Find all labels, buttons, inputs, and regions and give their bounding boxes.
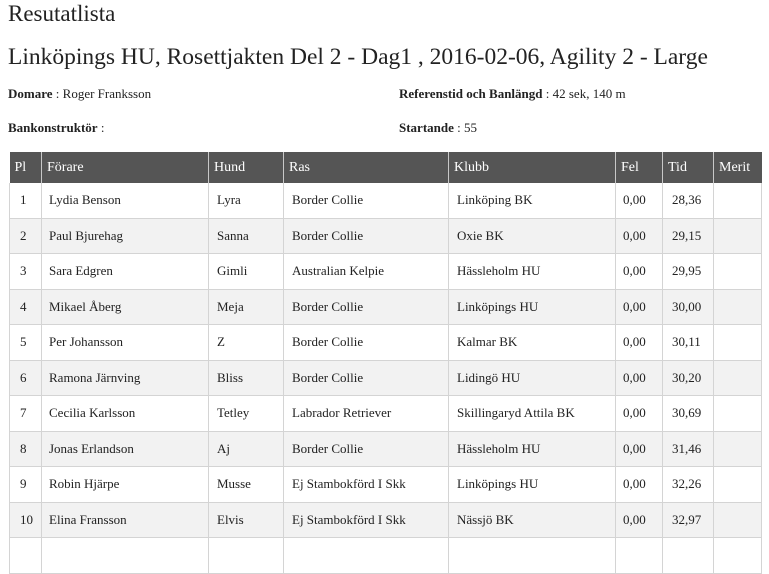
cell-forare: Cecilia Karlsson <box>42 396 209 432</box>
cell-tid <box>663 538 714 574</box>
cell-merit <box>714 254 762 290</box>
cell-tid: 30,11 <box>663 325 714 361</box>
cell-klubb: Skillingaryd Attila BK <box>449 396 616 432</box>
cell-tid: 29,15 <box>663 218 714 254</box>
table-row <box>10 360 762 396</box>
cell-tid: 30,69 <box>663 396 714 432</box>
cell-ras: Border Collie <box>284 218 449 254</box>
cell-fel: 0,00 <box>616 289 663 325</box>
cell-pl <box>10 538 42 574</box>
cell-forare: Ramona Järnving <box>42 360 209 396</box>
starters-value: : 55 <box>453 120 478 135</box>
cell-forare: Robin Hjärpe <box>42 467 209 503</box>
cell-klubb <box>449 538 616 574</box>
cell-pl: 9 <box>10 467 42 503</box>
cell-pl: 6 <box>10 360 42 396</box>
table-row <box>10 502 762 538</box>
cell-tid: 29,95 <box>663 254 714 290</box>
cell-fel: 0,00 <box>616 502 663 538</box>
results-table <box>9 152 762 574</box>
cell-fel: 0,00 <box>616 183 663 218</box>
table-row <box>10 183 762 218</box>
cell-klubb: Linköpings HU <box>449 289 616 325</box>
cell-pl: 1 <box>10 183 42 218</box>
table-row <box>10 325 762 361</box>
reference-label: Referenstid och Banlängd <box>399 86 543 101</box>
cell-pl: 7 <box>10 396 42 432</box>
cell-merit <box>714 538 762 574</box>
cell-tid: 32,97 <box>663 502 714 538</box>
cell-hund: Tetley <box>209 396 284 432</box>
table-row <box>10 538 762 574</box>
col-merit[interactable]: Merit <box>714 152 762 183</box>
table-row <box>10 467 762 503</box>
cell-fel: 0,00 <box>616 467 663 503</box>
cell-merit <box>714 502 762 538</box>
cell-klubb: Lidingö HU <box>449 360 616 396</box>
table-row <box>10 431 762 467</box>
col-hund[interactable]: Hund <box>209 152 284 183</box>
cell-klubb: Oxie BK <box>449 218 616 254</box>
cell-forare: Paul Bjurehag <box>42 218 209 254</box>
cell-pl: 4 <box>10 289 42 325</box>
cell-hund: Bliss <box>209 360 284 396</box>
cell-fel <box>616 538 663 574</box>
col-forare[interactable]: Förare <box>42 152 209 183</box>
cell-fel: 0,00 <box>616 325 663 361</box>
cell-klubb: Hässleholm HU <box>449 431 616 467</box>
course-builder-label: Bankonstruktör <box>8 120 98 135</box>
cell-merit <box>714 218 762 254</box>
cell-ras: Labrador Retriever <box>284 396 449 432</box>
judge-info <box>8 86 151 102</box>
cell-forare: Sara Edgren <box>42 254 209 290</box>
col-tid[interactable]: Tid <box>663 152 714 183</box>
cell-tid: 31,46 <box>663 431 714 467</box>
course-builder-info <box>8 120 104 136</box>
col-ras[interactable]: Ras <box>284 152 449 183</box>
cell-ras: Border Collie <box>284 431 449 467</box>
cell-ras: Ej Stambokförd I Skk <box>284 467 449 503</box>
cell-hund: Sanna <box>209 218 284 254</box>
reference-info <box>399 86 626 102</box>
results-body <box>10 183 762 573</box>
cell-merit <box>714 360 762 396</box>
starters-label: Startande <box>399 120 454 135</box>
cell-forare: Elina Fransson <box>42 502 209 538</box>
table-row <box>10 289 762 325</box>
cell-pl: 2 <box>10 218 42 254</box>
cell-tid: 32,26 <box>663 467 714 503</box>
cell-pl: 8 <box>10 431 42 467</box>
cell-merit <box>714 431 762 467</box>
cell-ras: Border Collie <box>284 325 449 361</box>
col-klubb[interactable]: Klubb <box>449 152 616 183</box>
cell-forare: Per Johansson <box>42 325 209 361</box>
cell-klubb: Kalmar BK <box>449 325 616 361</box>
cell-tid: 28,36 <box>663 183 714 218</box>
cell-merit <box>714 396 762 432</box>
cell-forare: Mikael Åberg <box>42 289 209 325</box>
cell-hund <box>209 538 284 574</box>
cell-merit <box>714 183 762 218</box>
cell-hund: Lyra <box>209 183 284 218</box>
cell-merit <box>714 289 762 325</box>
cell-ras: Ej Stambokförd I Skk <box>284 502 449 538</box>
cell-tid: 30,20 <box>663 360 714 396</box>
cell-fel: 0,00 <box>616 254 663 290</box>
cell-pl: 3 <box>10 254 42 290</box>
cell-fel: 0,00 <box>616 360 663 396</box>
cell-hund: Gimli <box>209 254 284 290</box>
cell-pl: 5 <box>10 325 42 361</box>
col-pl[interactable]: Pl <box>10 152 42 183</box>
cell-klubb: Nässjö BK <box>449 502 616 538</box>
cell-hund: Meja <box>209 289 284 325</box>
header-row <box>10 152 762 183</box>
cell-klubb: Hässleholm HU <box>449 254 616 290</box>
cell-ras <box>284 538 449 574</box>
cell-ras: Border Collie <box>284 183 449 218</box>
cell-merit <box>714 467 762 503</box>
cell-klubb: Linköpings HU <box>449 467 616 503</box>
cell-tid: 30,00 <box>663 289 714 325</box>
judge-label: Domare <box>8 86 53 101</box>
cell-ras: Border Collie <box>284 289 449 325</box>
col-fel[interactable]: Fel <box>616 152 663 183</box>
cell-forare: Jonas Erlandson <box>42 431 209 467</box>
cell-fel: 0,00 <box>616 218 663 254</box>
starters-info <box>399 120 477 136</box>
cell-merit <box>714 325 762 361</box>
cell-forare: Lydia Benson <box>42 183 209 218</box>
cell-hund: Aj <box>209 431 284 467</box>
cell-fel: 0,00 <box>616 396 663 432</box>
page-heading: Resutatlista <box>8 1 116 26</box>
reference-value: : 42 sek, 140 m <box>542 86 626 101</box>
cell-ras: Australian Kelpie <box>284 254 449 290</box>
table-row <box>10 254 762 290</box>
cell-ras: Border Collie <box>284 360 449 396</box>
cell-hund: Musse <box>209 467 284 503</box>
cell-forare <box>42 538 209 574</box>
table-row <box>10 396 762 432</box>
cell-fel: 0,00 <box>616 431 663 467</box>
cell-klubb: Linköping BK <box>449 183 616 218</box>
event-title: Linköpings HU, Rosettjakten Del 2 - Dag1 , 2016-02-06, Agility 2 - Large <box>8 44 708 70</box>
judge-value: : Roger Franksson <box>52 86 152 101</box>
cell-pl: 10 <box>10 502 42 538</box>
course-builder-value: : <box>97 120 105 135</box>
cell-hund: Z <box>209 325 284 361</box>
cell-hund: Elvis <box>209 502 284 538</box>
table-row <box>10 218 762 254</box>
